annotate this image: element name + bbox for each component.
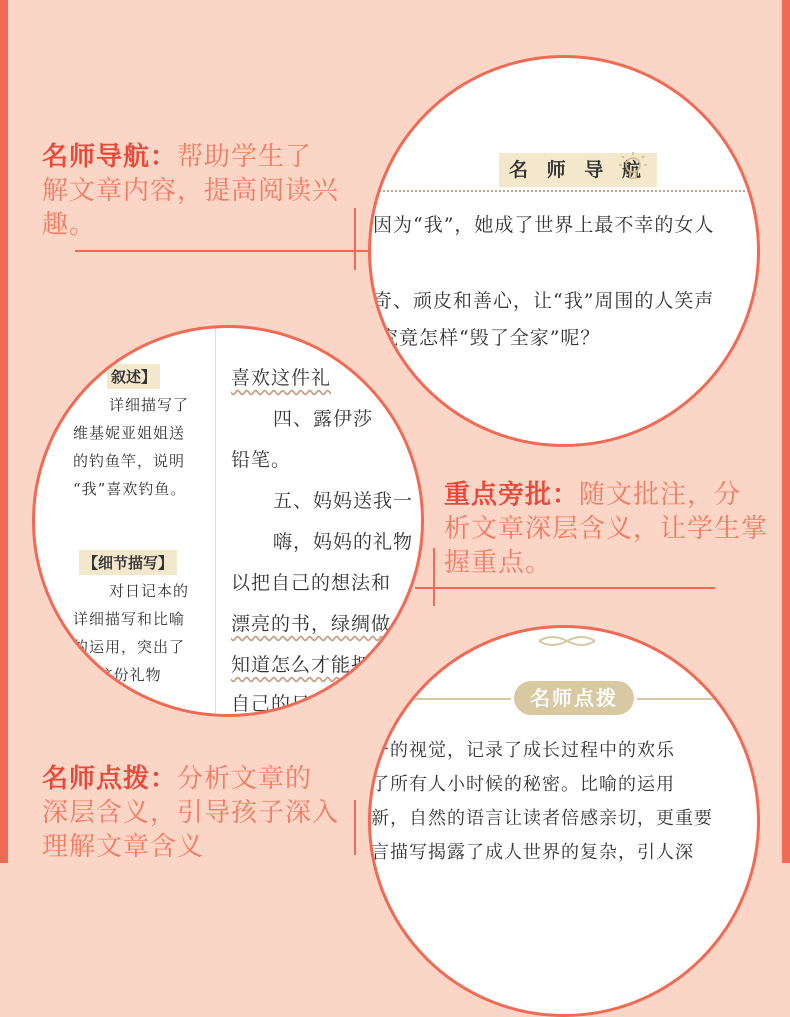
annot-side-line: 详细描写和比喻	[73, 610, 186, 628]
page-divider	[215, 328, 216, 714]
magnifier-annotation	[32, 325, 424, 717]
annot-tag: 【细节描写】	[79, 550, 177, 575]
tip-text-line: 了所有人小时候的秘密。比喻的运用	[371, 774, 675, 795]
magnifier-tip	[368, 625, 760, 1017]
nav-title-label: 名 师 导 航	[499, 153, 657, 187]
feature-nav-desc: 解文章内容，提高阅读兴	[42, 176, 340, 206]
badge-arrow-left	[401, 698, 511, 700]
annot-side-line: “我”喜欢钓鱼。	[73, 480, 187, 498]
nav-text-line: 因为“我”，她成了世界上最不幸的女人	[373, 214, 715, 236]
feature-nav-name: 名师导航：	[42, 142, 178, 172]
tip-text-line: 言描写揭露了成人世界的复杂，引人深	[371, 842, 694, 863]
feature-tip-desc: 分析文章的	[177, 764, 313, 794]
annot-side-line: 的运用，突出了	[73, 638, 186, 656]
connector-line	[75, 250, 377, 252]
badge-arrow-right	[637, 698, 747, 700]
right-edge-stripe	[782, 0, 790, 863]
connector-tick	[354, 208, 356, 270]
feature-nav-desc: 趣。	[42, 210, 97, 240]
annot-side-line: 维基妮亚姐姐送	[73, 424, 186, 442]
feature-tip-name: 名师点拨：	[42, 764, 178, 794]
body-text-line: 知道怎么才能把	[231, 654, 372, 676]
tip-badge: 名师点拨	[514, 681, 634, 715]
body-text-line: 四、露伊莎	[273, 408, 374, 430]
magnifier-nav	[368, 55, 760, 447]
body-text-line: 以把自己的想法和	[231, 572, 392, 594]
feature-annot	[444, 478, 768, 580]
feature-annot-name: 重点旁批：	[444, 480, 580, 510]
connector-line	[415, 587, 715, 589]
body-text-line: 铅笔。	[231, 449, 292, 471]
feature-annot-desc: 析文章深层含义，让学生掌	[444, 514, 769, 544]
annot-side-line: ”对这份礼物	[73, 666, 162, 684]
annot-side-line: 对日记本的	[109, 582, 190, 600]
left-edge-stripe	[0, 0, 8, 863]
annot-tag: 叙述】	[107, 364, 160, 389]
nav-text-line: 奇、顽皮和善心，让“我”周围的人笑声	[373, 290, 715, 312]
annot-side-line: 详细描写了	[109, 396, 190, 414]
connector-tick	[354, 800, 356, 855]
feature-nav-desc: 帮助学生了	[177, 142, 313, 172]
connector-tick	[433, 548, 435, 606]
lightbulb-icon	[618, 150, 648, 186]
annot-side-line: 的钓鱼竿，说明	[73, 452, 186, 470]
nav-text-line: 究竟怎样“毁了全家”呢？	[379, 327, 601, 349]
feature-tip-desc: 深层含义，引导孩子深入	[42, 798, 340, 828]
tip-text-line: 新，自然的语言让读者倍感亲切，更重要	[371, 808, 713, 829]
feature-annot-desc: 随文批注，分	[579, 480, 742, 510]
feature-tip-desc: 理解文章含义	[42, 832, 205, 862]
body-text-line: 喜欢这件礼	[231, 367, 332, 389]
body-text-line: 自己的日	[231, 693, 312, 715]
dotted-divider	[371, 190, 757, 192]
body-text-line: 五、妈妈送我一	[273, 490, 414, 512]
feature-nav	[42, 140, 339, 242]
body-text-line: 嗨，妈妈的礼物	[273, 531, 414, 553]
tip-text-line: 子的视觉，记录了成长过程中的欢乐	[371, 740, 675, 761]
feature-annot-desc: 握重点。	[444, 548, 553, 578]
ornament-icon	[537, 633, 597, 649]
body-text-line: 漂亮的书，绿绸做	[231, 613, 392, 635]
feature-tip	[42, 762, 339, 864]
